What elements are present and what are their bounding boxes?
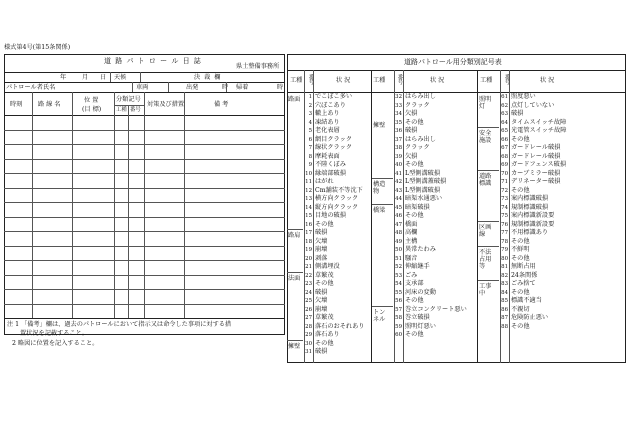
- code-number: 18: [305, 238, 312, 245]
- date-month: 月: [82, 74, 89, 81]
- kind-group-label: 区画線: [479, 223, 492, 238]
- rule: [4, 82, 285, 83]
- code-status: その他: [511, 186, 530, 194]
- code-status: 目地の破損: [315, 212, 346, 219]
- code-number: 31: [305, 349, 312, 355]
- code-status: 不用標識あり: [511, 229, 549, 236]
- code-status: その他: [405, 118, 424, 126]
- number-header: 番号: [130, 107, 141, 113]
- return-label: 帰着: [236, 84, 249, 91]
- code-number: 57: [395, 306, 402, 313]
- kind-group-label: 照明灯: [479, 96, 492, 110]
- code-number: 54: [395, 281, 402, 287]
- rule: [287, 70, 626, 71]
- code-status: その他: [511, 254, 530, 262]
- code-status: 凍結あり: [315, 118, 340, 126]
- rule: [4, 72, 285, 73]
- code-number: 15: [305, 213, 312, 219]
- code-number: 88: [501, 323, 508, 330]
- rule: [114, 105, 144, 106]
- code-status: ガードフェンス破損: [511, 161, 567, 168]
- code-number: 48: [395, 230, 402, 236]
- code-number: 39: [395, 153, 402, 160]
- code-number: 86: [501, 306, 508, 313]
- code-number: 64: [501, 119, 508, 126]
- code-status: L型側溝蓋破損: [405, 178, 447, 185]
- col3-number-header: 番号: [503, 74, 510, 85]
- code-number: 1: [308, 94, 312, 100]
- code-number: 14: [305, 204, 312, 211]
- rule: [226, 82, 227, 92]
- code-number: 32: [395, 94, 402, 100]
- code-status: 穴ぼこあり: [315, 101, 346, 109]
- code-number: 63: [501, 111, 508, 117]
- code-number: 36: [395, 128, 402, 134]
- log-row-line: [4, 231, 285, 232]
- code-status: 線状クラック: [315, 144, 353, 151]
- code-status: その他: [511, 135, 530, 143]
- code-status: 破損: [315, 229, 328, 236]
- code-number: 49: [395, 238, 402, 245]
- code-number: 77: [501, 230, 508, 236]
- col-line: [403, 70, 404, 363]
- vehicle-label: 車両: [136, 84, 149, 91]
- group-divider: [287, 272, 303, 273]
- code-number: 72: [501, 187, 508, 194]
- code-status: 縦方向クラック: [315, 203, 359, 211]
- code-status: 破損: [315, 348, 328, 355]
- code-number: 17: [305, 230, 312, 236]
- col-line: [509, 70, 510, 363]
- code-number: 30: [305, 340, 312, 347]
- code-status: 剥落: [315, 254, 328, 262]
- code-status: 照明灯悪い: [405, 322, 436, 330]
- code-status: 欠壊: [315, 297, 328, 304]
- group-divider: [478, 280, 499, 281]
- code-number: 70: [501, 170, 508, 177]
- log-row-line: [4, 217, 285, 218]
- code-status: 24条関係: [511, 271, 538, 279]
- code-number: 82: [501, 272, 508, 279]
- code-status: 欠壊: [315, 237, 328, 245]
- code-status: デリネーター破損: [511, 178, 561, 185]
- code-status: 老化表層: [315, 127, 340, 134]
- code-status: 横方向クラック: [315, 195, 359, 202]
- code-status: その他: [511, 322, 530, 330]
- col3-status-header: 状 況: [540, 77, 555, 84]
- code-number: 85: [501, 298, 508, 304]
- code-number: 9: [308, 162, 312, 168]
- code-number: 60: [395, 332, 402, 338]
- form-label: 様式第4号(第15条関係): [4, 44, 71, 51]
- patrol-log-title: 道 路 パ ト ロ ー ル 日 誌: [104, 57, 202, 65]
- rule: [110, 72, 111, 82]
- code-number: 40: [395, 162, 402, 168]
- code-status: 縁端部破損: [315, 169, 346, 177]
- code-status: 落石のおそれあり: [315, 322, 365, 330]
- code-status: ごみ: [405, 271, 418, 279]
- code-status: 不陸くぼみ: [315, 161, 346, 168]
- action-header: 対策及び措置: [147, 101, 185, 108]
- code-number: 22: [305, 272, 312, 279]
- code-number: 21: [305, 264, 312, 270]
- code-status: その他: [511, 288, 530, 296]
- code-status: 標識不適当: [511, 297, 542, 304]
- code-status: Cm舗装不等沈下: [315, 186, 363, 194]
- code-number: 25: [305, 298, 312, 304]
- group-divider: [287, 229, 303, 230]
- code-status: その他: [315, 339, 334, 347]
- code-number: 7: [308, 145, 312, 151]
- col1-kind-header: 工種: [290, 77, 303, 84]
- code-status: 規制標識破損: [511, 203, 549, 211]
- log-row-line: [4, 260, 285, 261]
- col-line: [32, 92, 33, 318]
- code-number: 35: [395, 119, 402, 126]
- code-status: 河床の変動: [405, 288, 436, 296]
- code-number: 24: [305, 289, 312, 296]
- group-divider: [372, 204, 393, 205]
- code-status: 点灯していない: [511, 101, 555, 109]
- code-number: 8: [308, 153, 312, 160]
- location-sub-header: (目 標): [82, 106, 102, 113]
- code-status: 破損: [405, 127, 418, 134]
- code-status: 騒音: [405, 254, 418, 262]
- rule: [168, 82, 169, 92]
- code-number: 29: [305, 332, 312, 338]
- col-line: [477, 70, 478, 363]
- office-name: 県土整備事務所: [236, 63, 280, 70]
- code-status: 轍上あり: [315, 110, 340, 117]
- kind-group-label: 構造物: [373, 181, 386, 195]
- code-status: はらみ出し: [405, 135, 436, 143]
- log-row-line: [4, 275, 285, 276]
- code-number: 74: [501, 204, 508, 211]
- code-status: ガードレール破損: [511, 152, 561, 160]
- code-number: 4: [308, 119, 312, 126]
- code-status: 破損: [315, 288, 328, 296]
- code-status: L型側溝破損: [405, 169, 441, 177]
- kind-group-label: 道路標識: [479, 172, 492, 187]
- code-number: 73: [501, 196, 508, 202]
- code-number: 55: [395, 289, 402, 296]
- code-number: 5: [308, 128, 312, 134]
- code-number: 75: [501, 213, 508, 219]
- code-number: 56: [395, 298, 402, 304]
- code-number: 66: [501, 136, 508, 143]
- code-status: 巻立破損: [405, 314, 430, 321]
- code-number: 81: [501, 264, 508, 270]
- code-number: 26: [305, 306, 312, 313]
- code-number: 47: [395, 221, 402, 228]
- note-2: 置状況を記載すること。: [20, 330, 89, 337]
- col-line: [313, 70, 314, 363]
- log-row-line: [4, 202, 285, 203]
- code-number: 34: [395, 111, 402, 117]
- code-status: 案内標識新設要: [511, 212, 555, 219]
- kind-group-label: 安全施設: [479, 130, 492, 144]
- code-status: 異常たわみ: [405, 246, 436, 253]
- col-line: [128, 105, 129, 318]
- col2-number-header: 番号: [396, 74, 403, 85]
- date-year: 年: [60, 74, 67, 81]
- code-number: 67: [501, 145, 508, 151]
- col-line: [72, 92, 73, 318]
- code-number: 13: [305, 196, 312, 202]
- kind-group-label: 路肩: [288, 232, 301, 239]
- rule: [4, 318, 285, 319]
- log-row-line: [4, 246, 285, 247]
- code-number: 46: [395, 213, 402, 219]
- code-status: 崩壊: [315, 305, 328, 313]
- col3-kind-header: 工種: [480, 77, 493, 84]
- code-status: 暗渠破損: [405, 203, 430, 211]
- route-header: 路 線 名: [38, 101, 61, 108]
- code-number: 68: [501, 153, 508, 160]
- log-row-line: [4, 159, 285, 160]
- depart-label: 出発: [186, 84, 199, 91]
- code-number: 23: [305, 281, 312, 287]
- code-number: 87: [501, 315, 508, 321]
- code-status: ごみ捨て: [511, 280, 536, 287]
- code-status: はらみ出し: [405, 93, 436, 100]
- code-number: 76: [501, 221, 508, 228]
- code-status: はがれ: [315, 178, 334, 185]
- code-status: 欠損: [405, 152, 418, 160]
- log-row-line: [4, 144, 285, 145]
- code-status: その他: [405, 297, 424, 304]
- class-no-header: 分類記号: [116, 96, 141, 103]
- code-status: 落石あり: [315, 331, 340, 338]
- kind-group-label: 擁壁: [373, 121, 386, 129]
- code-status: 伸縮継手: [405, 263, 430, 270]
- remarks-header: 備 考: [214, 101, 229, 108]
- log-row-line: [4, 289, 285, 290]
- col-line: [184, 92, 185, 318]
- code-status: でこぼこ多い: [315, 93, 353, 100]
- depart-hour-label: 時: [222, 84, 229, 91]
- code-number: 16: [305, 221, 312, 228]
- group-divider: [478, 221, 499, 222]
- kind-group-label: 擁壁: [288, 342, 301, 350]
- col2-status-header: 状 況: [430, 77, 445, 84]
- log-row-line: [4, 130, 285, 131]
- code-number: 28: [305, 323, 312, 330]
- kind-group-label: 橋梁: [373, 206, 386, 214]
- col1-number-header: 番号: [307, 74, 314, 85]
- log-row-line: [4, 188, 285, 189]
- col-line: [371, 70, 372, 363]
- code-status: その他: [405, 161, 424, 168]
- code-status: 支承部: [405, 280, 424, 287]
- code-status: 欠損: [405, 110, 418, 117]
- classification-title: 道路パトロール用分類別記号表: [404, 58, 502, 66]
- code-number: 45: [395, 204, 402, 211]
- col-line: [114, 92, 115, 318]
- code-number: 52: [395, 264, 402, 270]
- code-status: 破損: [511, 110, 524, 117]
- group-divider: [372, 178, 393, 179]
- code-number: 42: [395, 179, 402, 185]
- code-number: 6: [308, 136, 312, 143]
- code-number: 10: [305, 170, 312, 177]
- kind-header: 工種: [116, 107, 127, 113]
- code-status: 主構: [405, 237, 418, 245]
- code-status: 暗渠水通悪い: [405, 195, 443, 202]
- code-number: 61: [501, 94, 508, 100]
- code-status: 不鮮明: [511, 246, 530, 253]
- code-status: 無断占用: [511, 263, 536, 270]
- col2-kind-header: 工種: [373, 77, 386, 84]
- group-divider: [372, 306, 393, 307]
- code-status: 網目クラック: [315, 135, 353, 143]
- code-status: 照度悪い: [511, 93, 536, 100]
- code-number: 84: [501, 289, 508, 296]
- code-status: 摩耗表面: [315, 152, 340, 160]
- kind-group-label: 路面: [288, 96, 301, 103]
- approval-label: 決 裁 欄: [194, 74, 222, 81]
- code-status: その他: [315, 220, 334, 228]
- code-number: 11: [305, 179, 312, 185]
- code-status: タイムスイッチ故障: [511, 118, 567, 126]
- code-status: 側溝埋没: [315, 263, 340, 270]
- code-number: 53: [395, 272, 402, 279]
- code-status: クラック: [405, 144, 430, 151]
- log-row-line: [4, 304, 285, 305]
- col-line: [144, 92, 145, 318]
- code-number: 27: [305, 315, 312, 321]
- code-number: 50: [395, 247, 402, 253]
- code-number: 71: [501, 179, 508, 185]
- code-status: 橋面: [405, 220, 418, 228]
- group-divider: [478, 127, 499, 128]
- code-number: 80: [501, 255, 508, 262]
- group-divider: [287, 340, 303, 341]
- code-number: 58: [395, 315, 402, 321]
- code-status: 崩壊: [315, 246, 328, 253]
- log-row-line: [4, 173, 285, 174]
- code-status: その他: [405, 331, 424, 338]
- code-number: 33: [395, 102, 402, 109]
- rule: [132, 82, 133, 92]
- code-number: 78: [501, 238, 508, 245]
- code-number: 41: [395, 170, 402, 177]
- weather-label: 天候: [114, 74, 127, 81]
- code-number: 3: [308, 111, 312, 117]
- code-number: 65: [501, 128, 508, 134]
- code-number: 20: [305, 255, 312, 262]
- kind-group-label: トンネル: [373, 308, 386, 323]
- note-3: 2 略図に位置を記入すること。: [12, 340, 99, 347]
- location-header: 位 置: [84, 97, 99, 104]
- code-status: 不親切: [511, 305, 530, 313]
- code-status: その他: [511, 237, 530, 245]
- note-1: 注 1 「備考」欄は、過去のパトロールにおいて指示又は命令した事項に対する措: [7, 321, 232, 328]
- code-status: 草繁茂: [315, 314, 334, 321]
- code-status: その他: [315, 280, 334, 287]
- code-status: 高欄: [405, 229, 418, 236]
- return-hour-label: 時: [277, 84, 284, 91]
- kind-group-label: 法面: [288, 274, 301, 282]
- patroller-name-label: パトロール者氏名: [6, 84, 56, 91]
- code-number: 79: [501, 247, 508, 253]
- code-number: 38: [395, 145, 402, 151]
- code-number: 69: [501, 162, 508, 168]
- group-divider: [478, 246, 499, 247]
- code-status: 光電管スイッチ故障: [511, 127, 567, 134]
- kind-group-label: 不法占用等: [479, 249, 492, 270]
- code-number: 19: [305, 247, 312, 253]
- code-status: その他: [405, 212, 424, 219]
- col1-status-header: 状 況: [336, 77, 351, 84]
- kind-group-label: 工事中: [479, 283, 492, 297]
- code-number: 12: [305, 187, 312, 194]
- date-day: 日: [100, 74, 107, 81]
- code-number: 44: [395, 196, 402, 202]
- code-status: 危険防止悪い: [511, 314, 549, 321]
- code-status: カーブミラー破損: [511, 169, 561, 177]
- code-number: 62: [501, 102, 508, 109]
- code-number: 43: [395, 187, 402, 194]
- time-header: 時刻: [10, 101, 23, 108]
- code-number: 59: [395, 323, 402, 330]
- code-status: 規制標識新設要: [511, 220, 555, 228]
- code-status: クラック: [405, 101, 430, 109]
- code-status: 草繁茂: [315, 271, 334, 279]
- code-status: ガードレール破損: [511, 144, 561, 151]
- group-divider: [478, 170, 499, 171]
- code-status: L型側溝破損: [405, 186, 441, 194]
- rule: [140, 72, 141, 82]
- code-number: 51: [395, 255, 402, 262]
- code-number: 37: [395, 136, 402, 143]
- code-number: 83: [501, 281, 508, 287]
- code-status: 巻立コンクリート悪い: [405, 305, 467, 313]
- code-number: 2: [308, 102, 312, 109]
- code-status: 案内標識破損: [511, 195, 549, 202]
